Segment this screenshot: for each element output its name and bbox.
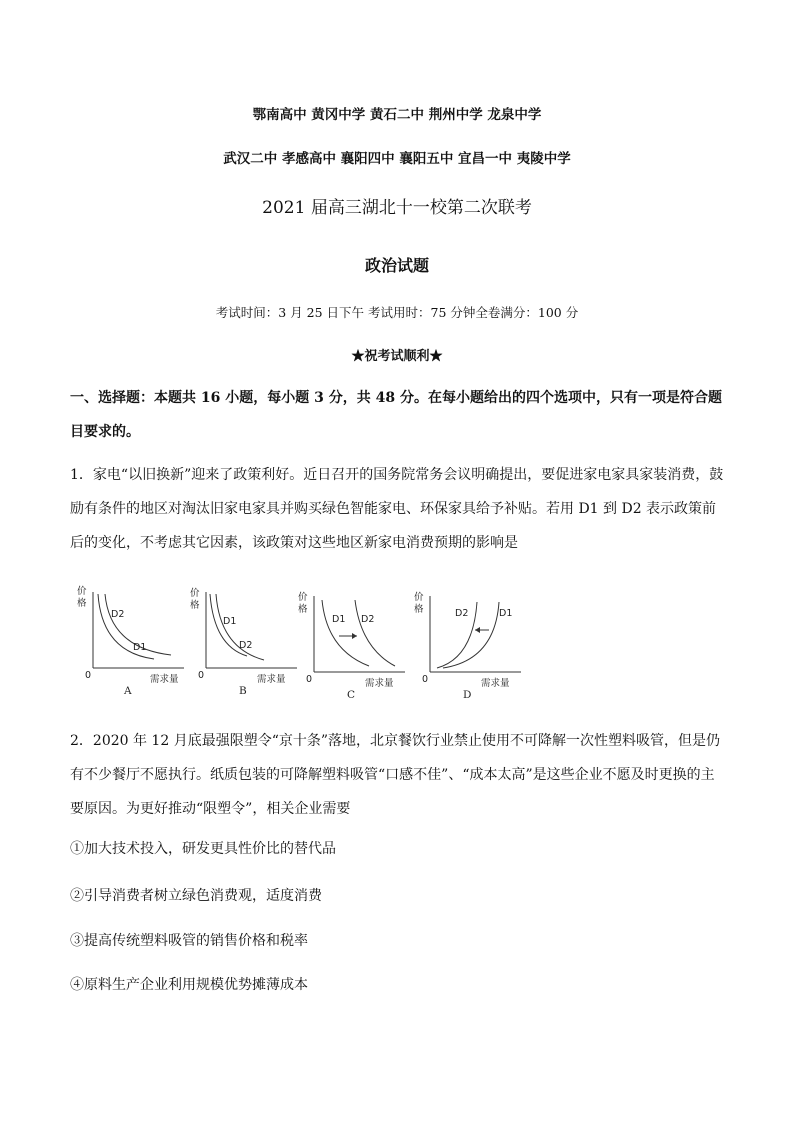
graph-b-label-d2: D2 (239, 640, 253, 651)
graph-b-ylabel-2: 格 (190, 600, 200, 611)
graph-a-ylabel-2: 格 (77, 598, 87, 609)
graph-b-xlabel: 需求量 (257, 674, 286, 685)
graph-d-label-d1: D1 (499, 608, 513, 619)
schools-line-1: 鄂南高中 黄冈中学 黄石二中 荆州中学 龙泉中学 (252, 107, 542, 123)
section-1-heading: 一、选择题：本题共 16 小题，每小题 3 分，共 48 分。在每小题给出的四个选项中，只有一项是符合题目要求的。 (70, 390, 722, 440)
q2-option-4: ④原料生产企业利用规模优势摊薄成本 (70, 977, 308, 993)
good-luck-wish: ★祝考试顺利★ (351, 349, 443, 364)
graph-b (189, 584, 299, 699)
graph-d-xlabel: 需求量 (481, 678, 510, 689)
graph-d-arrow-head (475, 627, 480, 633)
graph-c-origin: 0 (306, 674, 313, 685)
subject-title: 政治试题 (364, 256, 429, 275)
graph-a-label-d1: D1 (133, 642, 147, 653)
q2-option-1: ①加大技术投入，研发更具性价比的替代品 (70, 841, 336, 857)
graph-c-arrow-head (352, 633, 357, 639)
graph-c-label-d2: D2 (361, 614, 375, 625)
graph-c-option-label: C (347, 689, 356, 701)
graph-c-xlabel: 需求量 (365, 678, 394, 689)
graph-d (413, 588, 523, 703)
graph-d-label-d2: D2 (455, 608, 469, 619)
graph-b-option-label: B (239, 685, 247, 697)
graph-b-ylabel-1: 价 (190, 588, 200, 599)
exam-info: 考试时间：3 月 25 日下午 考试用时：75 分钟全卷满分：100 分 (215, 305, 579, 320)
graph-c-ylabel-1: 价 (298, 592, 308, 603)
question-1-text: 1．家电“以旧换新”迎来了政策利好。近日召开的国务院常务会议明确提出，要促进家电家具家装消费，鼓励有条件的地区对淘汰旧家电家具并购买绿色智能家电、环保家具给予补贴。若用 D1 到 D2 表示政策前后的变化，不考虑其它因素，该政策对这些地区新家电消费预期的影响是 (70, 467, 724, 551)
graph-a-label-d2: D2 (111, 609, 125, 620)
graph-a-xlabel: 需求量 (150, 674, 179, 685)
question-2-text: 2．2020 年 12 月底最强限塑令“京十条”落地，北京餐饮行业禁止使用不可降解一次性塑料吸管，但是仍有不少餐厅不愿执行。纸质包装的可降解塑料吸管“口感不佳”、“成本太高”是这些企业不愿及时更换的主要原因。为更好推动“限塑令”，相关企业需要 (70, 733, 721, 817)
graph-c-ylabel-2: 格 (298, 604, 308, 615)
q2-option-2: ②引导消费者树立绿色消费观，适度消费 (70, 888, 322, 904)
graph-a-option-label: A (124, 685, 132, 697)
graph-b-label-d1: D1 (223, 616, 237, 627)
graph-c-curve-d2 (355, 600, 395, 666)
graph-d-option-label: D (463, 689, 472, 701)
exam-title: 2021 届高三湖北十一校第二次联考 (262, 198, 532, 218)
graph-b-origin: 0 (198, 670, 205, 681)
graph-c-curve-d1 (322, 600, 369, 666)
q2-option-3: ③提高传统塑料吸管的销售价格和税率 (70, 933, 308, 949)
graph-a-origin: 0 (85, 670, 92, 681)
graph-d-ylabel-2: 格 (414, 604, 424, 615)
schools-line-2: 武汉二中 孝感高中 襄阳四中 襄阳五中 宜昌一中 夷陵中学 (223, 151, 571, 167)
graph-c (297, 588, 407, 703)
graph-d-ylabel-1: 价 (414, 592, 424, 603)
graph-a (76, 582, 186, 697)
graph-c-label-d1: D1 (332, 614, 346, 625)
graph-a-ylabel-1: 价 (77, 586, 87, 597)
graph-d-origin: 0 (422, 674, 429, 685)
